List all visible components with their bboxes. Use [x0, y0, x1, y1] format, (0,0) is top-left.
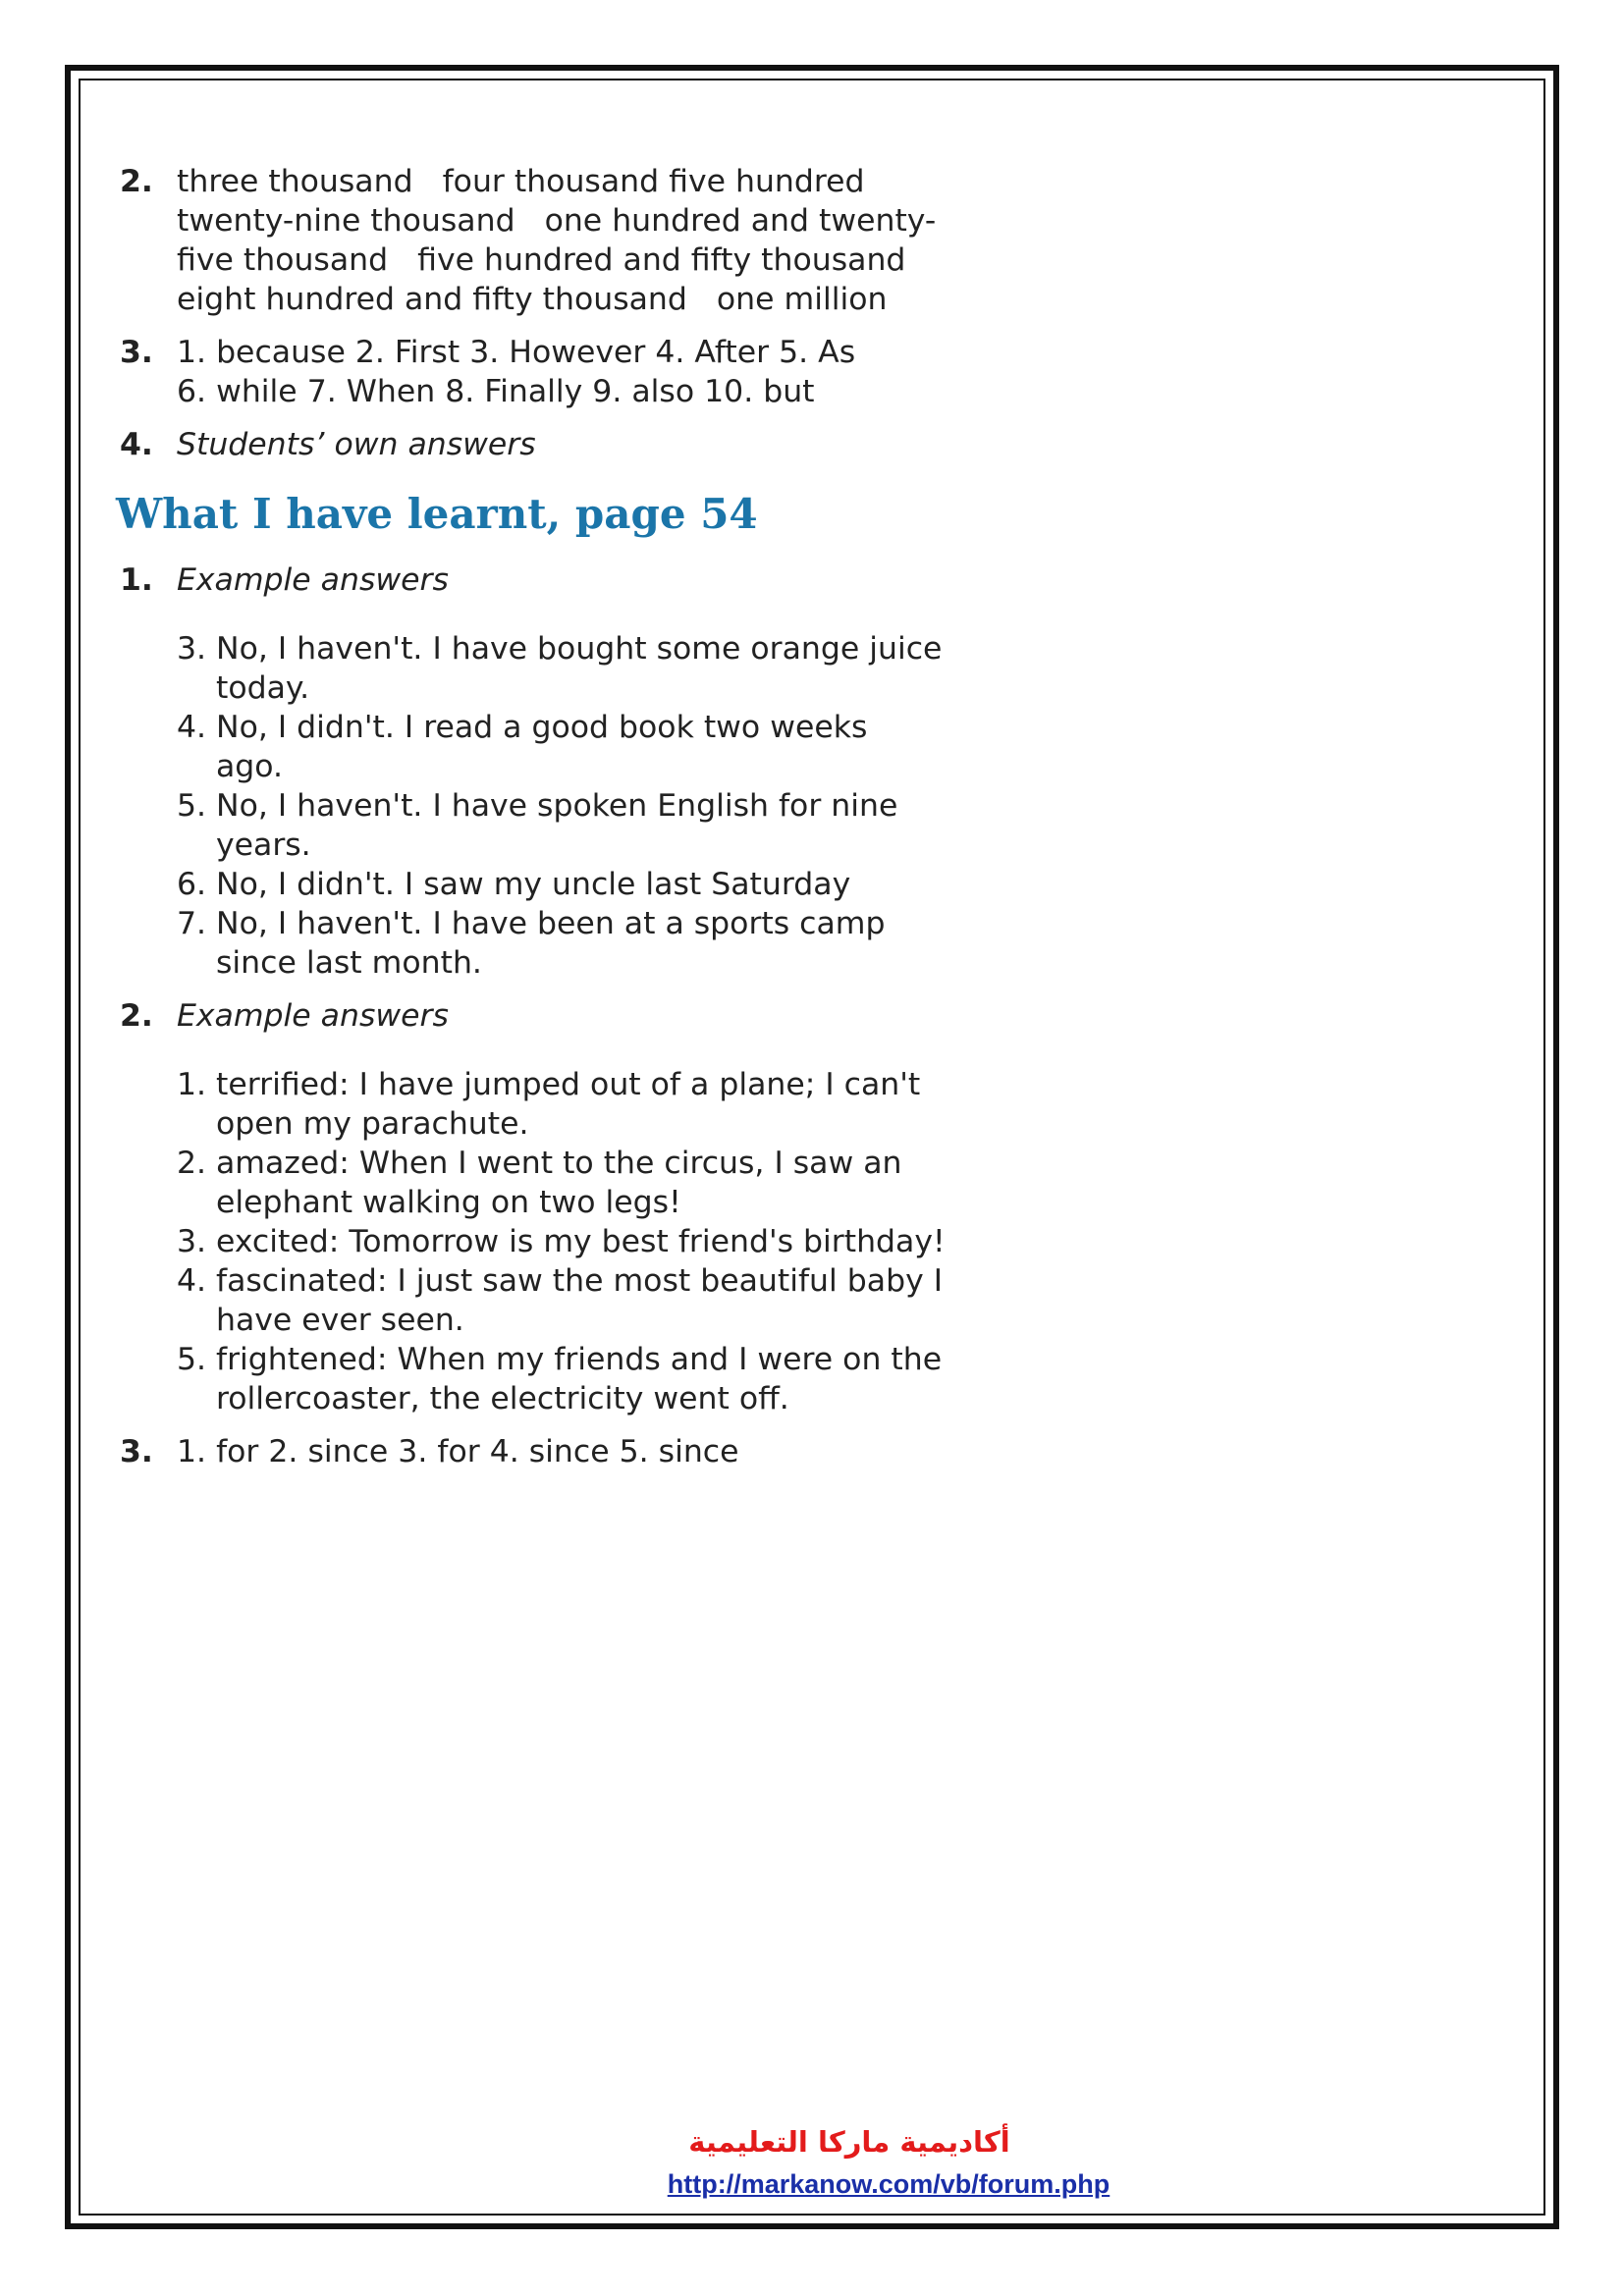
item-number: 2. [120, 998, 153, 1034]
answer-text: elephant walking on two legs! [216, 1185, 681, 1220]
list-item [177, 708, 960, 786]
list-number: 1. [177, 1067, 207, 1102]
list-number: 6. [177, 867, 207, 902]
footer-academy-name: أكاديمية ماركا التعليمية [688, 2125, 1010, 2159]
answer-text: No, I didn't. I saw my uncle last Saturday [216, 867, 851, 902]
list-number: 3. [177, 1224, 207, 1259]
answer-text: rollercoaster, the electricity went off. [216, 1381, 789, 1416]
answer-text: fascinated: I just saw the most beautiful baby I [216, 1263, 944, 1299]
answer-text: frightened: When my friends and I were on the [216, 1342, 943, 1377]
answer-text: No, I haven't. I have been at a sports camp [216, 906, 886, 941]
learnt-question-2 [116, 996, 960, 1418]
answer-key-content [116, 162, 960, 1471]
list-item [177, 1065, 960, 1144]
answer-text: No, I haven't. I have bought some orange juice [216, 631, 943, 667]
section-heading: What I have learnt, page 54 [116, 490, 758, 538]
item-number: 1. [120, 562, 153, 598]
list-number: 3. [177, 631, 207, 667]
item-number: 3. [120, 335, 153, 370]
answer-text: one hundred and twenty- [544, 203, 937, 239]
answer-text: years. [216, 828, 311, 863]
answer-text: today. [216, 670, 310, 706]
list-number: 5. [177, 788, 207, 824]
answer-line: 6. while 7. When 8. Finally 9. also 10. but [177, 374, 815, 409]
answer-text: eight hundred and fifty thousand [177, 282, 687, 317]
answer-item-3 [116, 333, 960, 411]
list-number: 4. [177, 1263, 207, 1299]
item-number: 4. [120, 427, 153, 462]
list-item [177, 865, 960, 904]
answer-item-4 [116, 425, 960, 464]
list-item [177, 1261, 960, 1340]
list-item [177, 1340, 960, 1418]
answer-line: 1. for 2. since 3. for 4. since 5. since [177, 1434, 739, 1469]
list-number: 2. [177, 1146, 207, 1181]
answer-text: five thousand [177, 242, 389, 278]
example-answers-label: Example answers [177, 998, 449, 1034]
answer-line: 1. because 2. First 3. However 4. After 5. As [177, 335, 856, 370]
answer-text: twenty-nine thousand [177, 203, 515, 239]
answer-item-2 [116, 162, 960, 319]
answer-text: one million [716, 282, 888, 317]
list-item [177, 629, 960, 708]
answer-text: ago. [216, 749, 284, 784]
answer-line [177, 240, 960, 280]
list-item [177, 786, 960, 865]
example-answers-label: Example answers [177, 562, 449, 598]
answer-text: four thousand five hundred [442, 164, 865, 199]
list-number: 7. [177, 906, 207, 941]
list-number: 5. [177, 1342, 207, 1377]
answer-text: No, I haven't. I have spoken English for nine [216, 788, 898, 824]
answer-text: five hundred and fifty thousand [417, 242, 906, 278]
answer-text: since last month. [216, 945, 482, 981]
answer-text: have ever seen. [216, 1303, 464, 1338]
answer-text: three thousand [177, 164, 413, 199]
answer-text: terrified: I have jumped out of a plane; I can't [216, 1067, 921, 1102]
answer-line: Students’ own answers [177, 427, 536, 462]
answer-text: excited: Tomorrow is my best friend's birthday! [216, 1224, 946, 1259]
list-item [177, 1144, 960, 1222]
answer-list [177, 1065, 960, 1418]
list-number: 4. [177, 710, 207, 745]
list-item [177, 1222, 960, 1261]
answer-list [177, 629, 960, 983]
item-number: 2. [120, 164, 153, 199]
answer-text: No, I didn't. I read a good book two weeks [216, 710, 868, 745]
answer-line [177, 162, 960, 201]
answer-text: open my parachute. [216, 1106, 529, 1142]
answer-line [177, 280, 960, 319]
item-number: 3. [120, 1434, 153, 1469]
footer-forum-link[interactable]: http://markanow.com/vb/forum.php [667, 2169, 1110, 2199]
answer-text: amazed: When I went to the circus, I saw an [216, 1146, 902, 1181]
answer-line [177, 201, 960, 240]
learnt-question-3 [116, 1432, 960, 1471]
list-item [177, 904, 960, 983]
learnt-question-1 [116, 561, 960, 983]
